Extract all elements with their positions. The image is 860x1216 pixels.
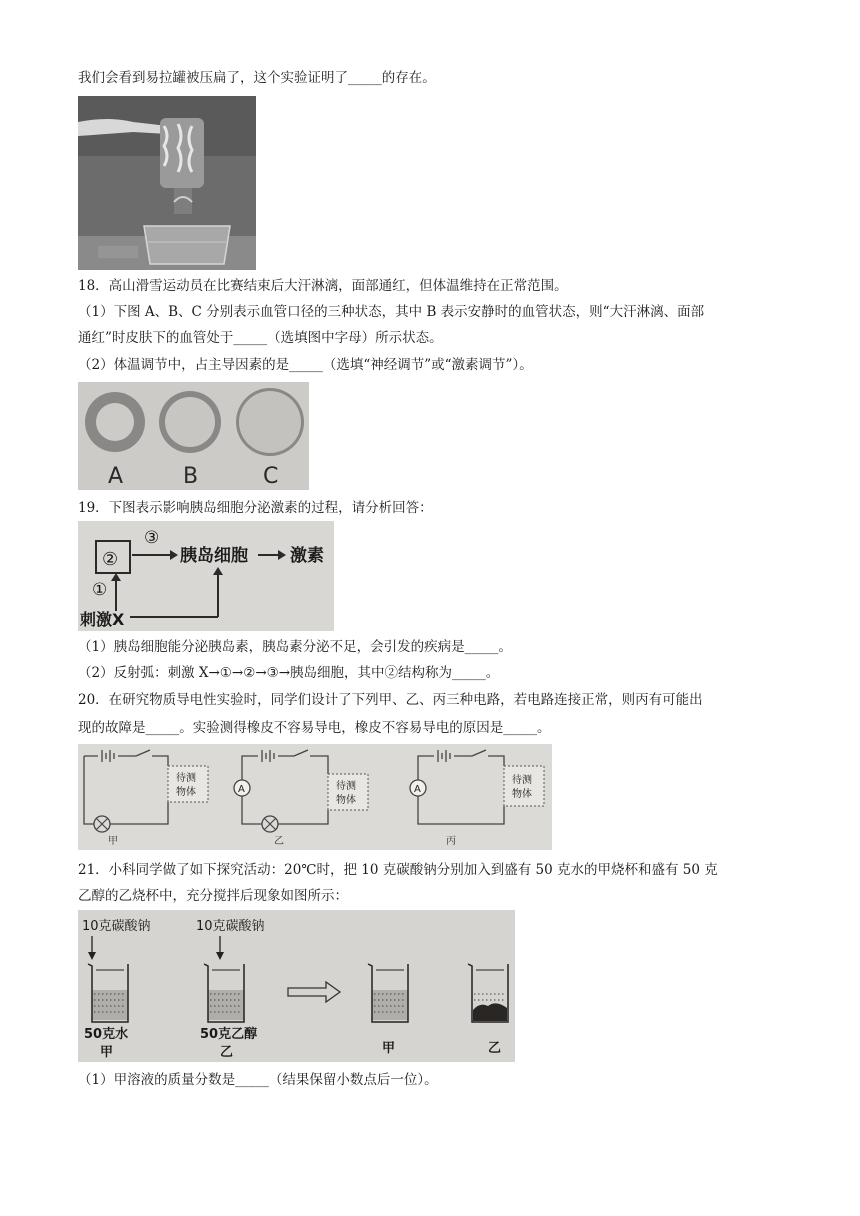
q21-line2: 乙醇的乙烧杯中，充分搅拌后现象如图所示： — [78, 888, 348, 904]
ammeter-label-yi: A — [238, 784, 245, 795]
node-3: ③ — [144, 528, 160, 548]
test-object-line1-jia: 待测 — [176, 773, 196, 784]
stimulus-label: 刺激X — [80, 610, 125, 629]
q21-line1: 21．小科同学做了如下探究活动：20℃时，把 10 克碳酸钠分别加入到盛有 50 克水的甲烧杯和盛有 50 克 — [78, 862, 718, 878]
liquid-label-left: 50克水 — [84, 1027, 129, 1042]
label-b: B — [183, 464, 199, 489]
test-object-line2-bing: 物体 — [512, 789, 532, 800]
q18-part1-line2: 通红”时皮肤下的血管处于_____（选填图中字母）所示状态。 — [78, 330, 443, 346]
label-a: A — [108, 464, 124, 489]
test-object-line1-bing: 待测 — [512, 775, 532, 786]
circuit-label-yi: 乙 — [274, 836, 284, 847]
test-object-line1-yi: 待测 — [336, 781, 356, 792]
q18-part2: （2）体温调节中，占主导因素的是_____（选填“神经调节”或“激素调节”）。 — [78, 357, 533, 373]
node-1: ① — [92, 580, 108, 600]
circuit-label-bing: 丙 — [446, 836, 456, 847]
q17-text: 我们会看到易拉罐被压扁了，这个实验证明了_____的存在。 — [78, 70, 436, 86]
liquid-label-right: 50克乙醇 — [200, 1027, 258, 1042]
node-2: ② — [102, 549, 119, 570]
islet-cell-label: 胰岛细胞 — [180, 546, 248, 566]
q19-part2: （2）反射弧：刺激 X→①→②→③→胰岛细胞，其中②结构称为_____。 — [78, 665, 500, 681]
q20-line2: 现的故障是_____。实验测得橡皮不容易导电，橡皮不容易导电的原因是_____。 — [78, 720, 551, 736]
test-object-line2-jia: 物体 — [176, 787, 196, 798]
test-object-line2-yi: 物体 — [336, 795, 356, 806]
name-yi-2: 乙 — [488, 1041, 502, 1056]
name-yi-1: 乙 — [220, 1045, 234, 1060]
hormone-label: 激素 — [290, 546, 324, 566]
q21-part1: （1）甲溶液的质量分数是_____（结果保留小数点后一位）。 — [78, 1072, 438, 1088]
can-experiment-photo — [78, 96, 256, 270]
circuit-figure — [78, 744, 552, 850]
name-jia-2: 甲 — [382, 1041, 396, 1056]
circuit-label-jia: 甲 — [108, 836, 118, 847]
q20-line1: 20．在研究物质导电性实验时，同学们设计了下列甲、乙、丙三种电路，若电路连接正常，则丙有可能出 — [78, 692, 703, 708]
q18-stem: 18．高山滑雪运动员在比赛结束后大汗淋漓，面部通红，但体温维持在正常范围。 — [78, 278, 568, 294]
add-label-left: 10克碳酸钠 — [82, 919, 151, 934]
q19-stem: 19．下图表示影响胰岛细胞分泌激素的过程，请分析回答： — [78, 500, 433, 516]
blood-vessel-figure — [78, 382, 309, 490]
sodium-carbonate-figure — [78, 910, 515, 1062]
label-c: C — [263, 464, 279, 489]
name-jia-1: 甲 — [100, 1045, 114, 1060]
q18-part1-line1: （1）下图 A、B、C 分别表示血管口径的三种状态，其中 B 表示安静时的血管状态，则“大汗淋漓、面部 — [78, 304, 705, 320]
ammeter-label-bing: A — [414, 784, 421, 795]
add-label-right: 10克碳酸钠 — [196, 919, 265, 934]
q19-part1: （1）胰岛细胞能分泌胰岛素，胰岛素分泌不足，会引发的疾病是_____。 — [78, 639, 512, 655]
pancreas-reflex-diagram — [78, 521, 334, 631]
